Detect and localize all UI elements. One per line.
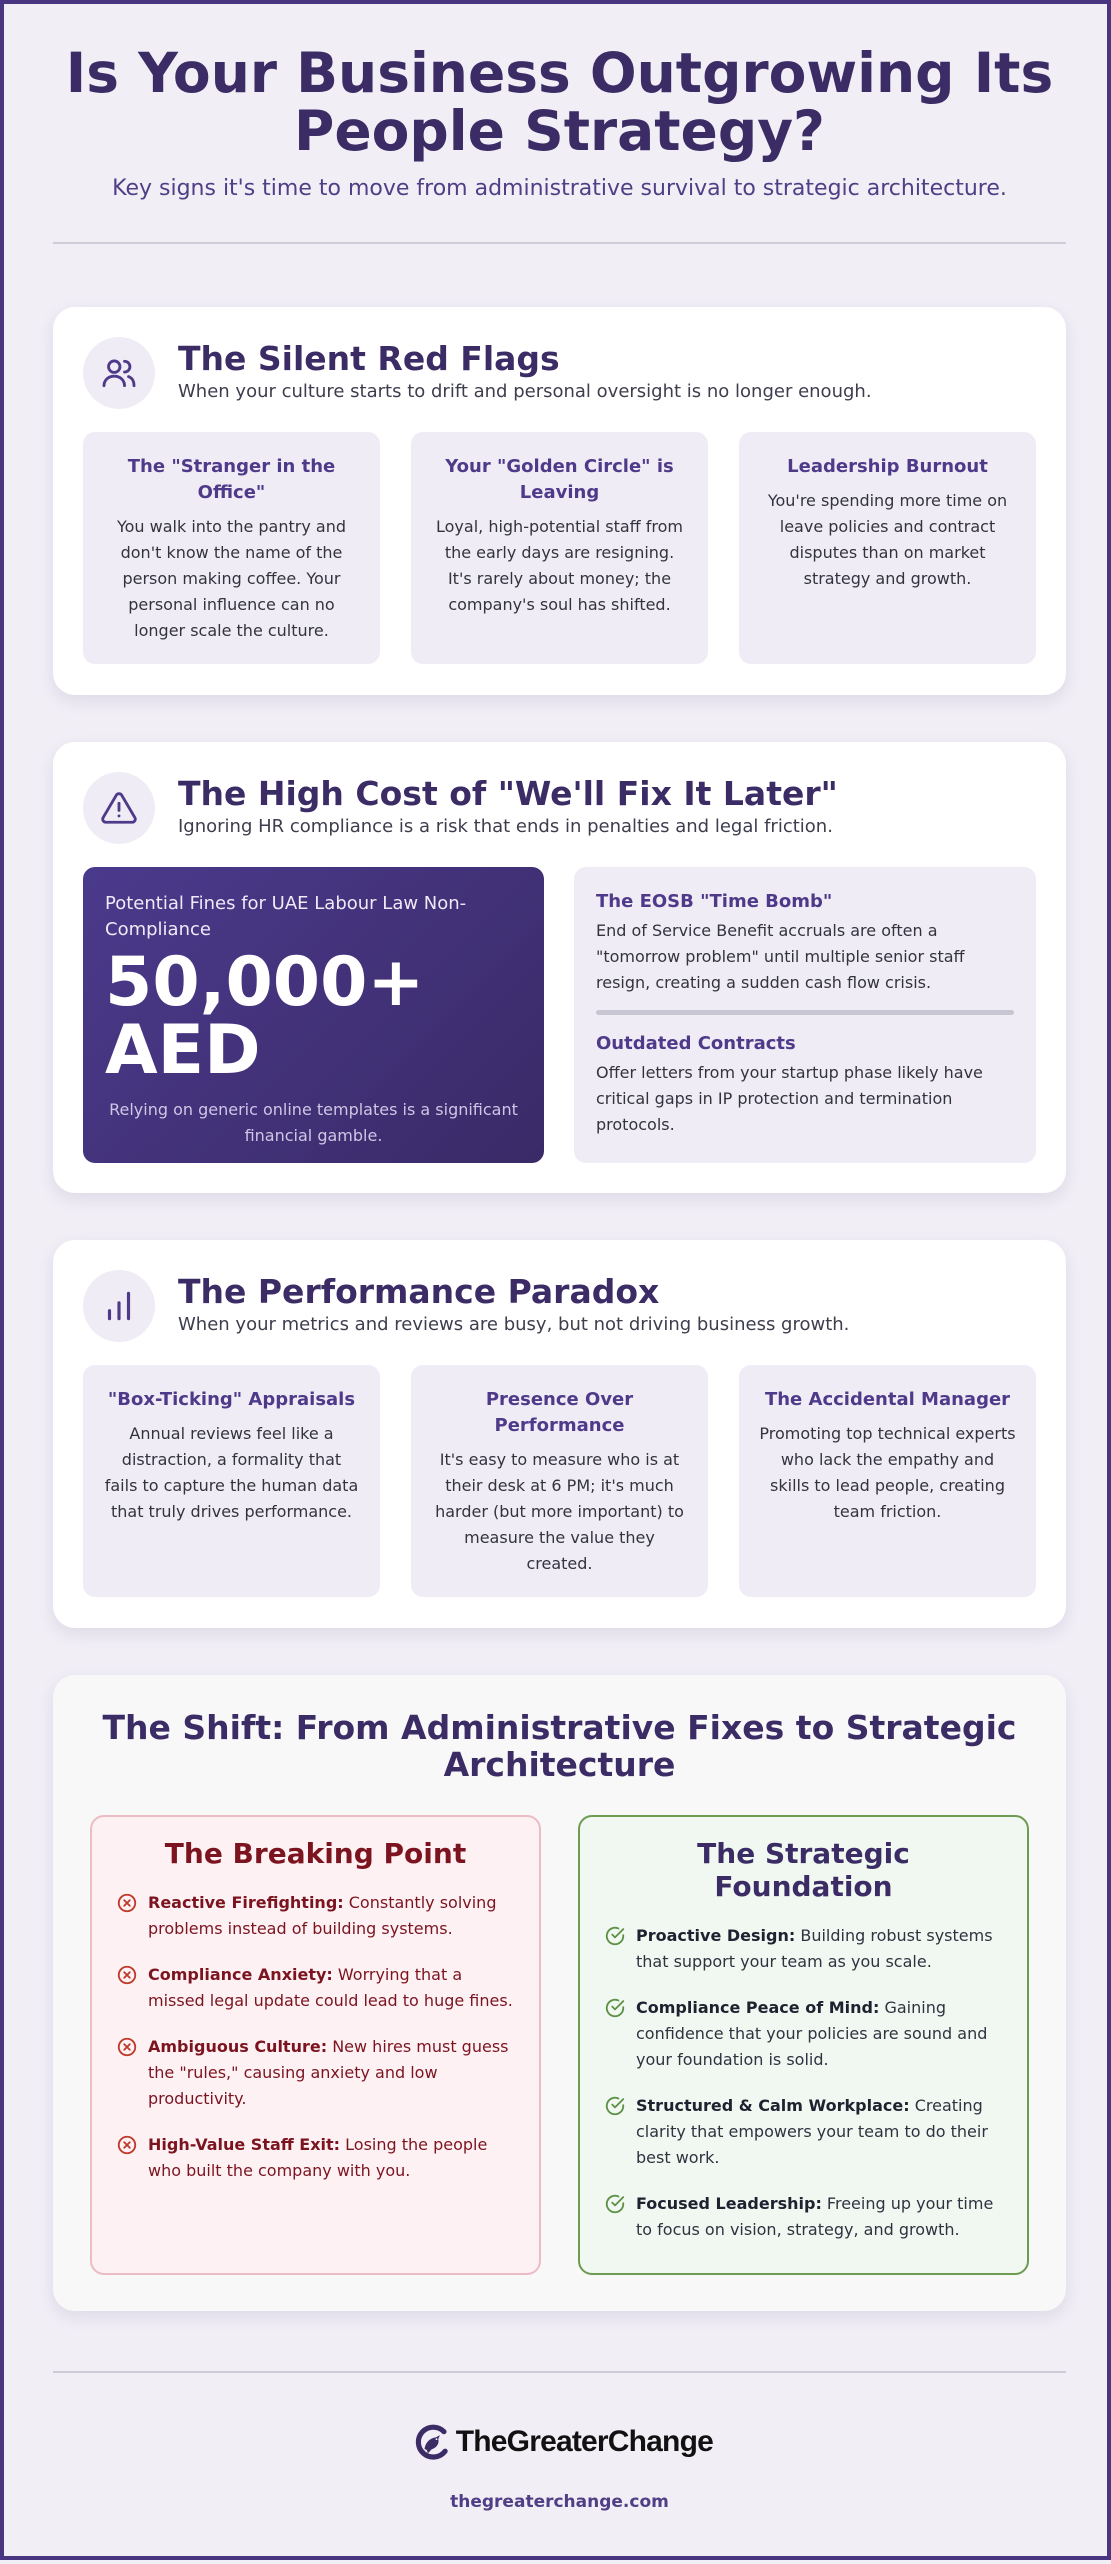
item-label: Compliance Peace of Mind:	[636, 1998, 880, 2017]
tile-text: You walk into the pantry and don't know the name of the person making coffee. Your personal influence can no longer scale the culture.	[116, 517, 347, 640]
cost-title: The High Cost of "We'll Fix It Later"	[178, 774, 838, 813]
check-circle-icon	[604, 2095, 626, 2117]
item-description: Constantly solving problems instead of building systems.	[148, 1893, 497, 1938]
header-divider	[53, 242, 1066, 244]
fine-note: Relying on generic online templates is a significant financial gamble.	[109, 1100, 518, 1145]
shift-card	[53, 1675, 1066, 2311]
strategic-foundation-title: The Strategic Foundation	[697, 1837, 910, 1903]
brand-logo[interactable]	[413, 2409, 713, 2475]
tile-text: Promoting top technical experts who lack the empathy and skills to lead people, creating team friction.	[759, 1424, 1016, 1521]
item-label: Focused Leadership:	[636, 2194, 822, 2213]
bird-logo-icon	[413, 2410, 450, 2474]
performance-subtitle: When your metrics and reviews are busy, but not driving business growth.	[178, 1314, 850, 1335]
fine-label: Potential Fines for UAE Labour Law Non-Compliance	[105, 893, 467, 940]
page-title-line-1: Is Your Business Outgrowing Its	[65, 41, 1054, 105]
x-circle-icon	[116, 2134, 138, 2156]
tile-title: The Accidental Manager	[764, 1389, 1011, 1410]
check-circle-icon	[604, 1925, 626, 1947]
website-link[interactable]: thegreaterchange.com	[450, 2492, 669, 2512]
x-circle-icon	[116, 2036, 138, 2058]
risk-title: The EOSB "Time Bomb"	[596, 891, 833, 912]
item-text	[636, 2191, 1003, 2243]
cost-card	[53, 742, 1066, 1193]
item-text	[148, 1890, 515, 1942]
item-text	[636, 1923, 1003, 1975]
footer-divider	[53, 2371, 1066, 2373]
item-label: High-Value Staff Exit:	[148, 2135, 341, 2154]
tile-text: It's easy to measure who is at their desk at 6 PM; it's much harder (but more important) to measure the value they created.	[435, 1450, 684, 1573]
shift-title-line-1: The Shift: From Administrative Fixes to Strategic	[102, 1708, 1017, 1747]
strategic-foundation-column	[578, 1815, 1029, 2275]
fine-amount-value: 50,000+	[105, 943, 425, 1022]
red-flag-tile	[83, 432, 380, 664]
tile-text: Annual reviews feel like a distraction, a formality that fails to capture the human data that truly drives performance.	[104, 1424, 359, 1521]
red-flag-tile	[411, 432, 708, 664]
tile-text: You're spending more time on leave policies and contract disputes than on market strategy and growth.	[767, 491, 1008, 588]
red-flags-subtitle: When your culture starts to drift and personal oversight is no longer enough.	[178, 381, 872, 402]
performance-tile	[411, 1365, 708, 1597]
breaking-point-column	[90, 1815, 541, 2275]
page-subtitle: Key signs it's time to move from administrative survival to strategic architecture.	[112, 176, 1007, 201]
red-flags-title: The Silent Red Flags	[178, 339, 560, 378]
item-text	[148, 2034, 515, 2112]
x-circle-icon	[116, 1892, 138, 1914]
risk-divider	[596, 1010, 1014, 1015]
page-title-line-2: People Strategy?	[294, 99, 825, 163]
tile-title: The "Stranger in the Office"	[127, 456, 336, 503]
breaking-point-item	[116, 1962, 515, 2014]
tile-title: Your "Golden Circle" is Leaving	[445, 456, 674, 503]
breaking-point-item	[116, 2034, 515, 2112]
item-text	[636, 2093, 1003, 2171]
risk-list-box	[574, 867, 1036, 1163]
warning-triangle-icon	[83, 772, 155, 844]
check-circle-icon	[604, 2193, 626, 2215]
strategic-foundation-item	[604, 1923, 1003, 1975]
shift-title	[53, 1709, 1066, 1783]
bar-chart-icon	[83, 1270, 155, 1342]
x-circle-icon	[116, 1964, 138, 1986]
item-label: Compliance Anxiety:	[148, 1965, 333, 1984]
item-description: Creating clarity that empowers your team to do their best work.	[636, 2096, 988, 2167]
risk-text: End of Service Benefit accruals are often a "tomorrow problem" until multiple senior staff resign, creating a sudden cash flow crisis.	[596, 921, 965, 992]
fine-amount	[105, 943, 522, 1090]
users-icon	[83, 337, 155, 409]
fine-highlight-box	[83, 867, 544, 1163]
performance-tile	[83, 1365, 380, 1597]
item-label: Reactive Firefighting:	[148, 1893, 344, 1912]
red-flags-card	[53, 307, 1066, 695]
risk-text: Offer letters from your startup phase likely have critical gaps in IP protection and termination protocols.	[596, 1063, 983, 1134]
item-description: Worrying that a missed legal update could lead to huge fines.	[148, 1965, 513, 2010]
tile-text: Loyal, high-potential staff from the early days are resigning. It's rarely about money; the company's soul has shifted.	[436, 517, 683, 614]
item-text	[148, 2132, 515, 2184]
brand-name: TheGreaterChange	[455, 2425, 713, 2458]
item-text	[148, 1962, 515, 2014]
item-description: Gaining confidence that your policies are sound and your foundation is solid.	[636, 1998, 988, 2069]
infographic	[53, 4, 1066, 2564]
fine-amount-currency: AED	[105, 1011, 261, 1090]
item-description: New hires must guess the "rules," causing anxiety and low productivity.	[148, 2037, 509, 2108]
performance-title: The Performance Paradox	[178, 1272, 660, 1311]
item-label: Ambiguous Culture:	[148, 2037, 328, 2056]
red-flag-tile	[739, 432, 1036, 664]
item-label: Proactive Design:	[636, 1926, 796, 1945]
item-description: Freeing up your time to focus on vision, strategy, and growth.	[636, 2194, 994, 2239]
risk-title: Outdated Contracts	[596, 1033, 796, 1054]
shift-title-line-2: Architecture	[443, 1745, 676, 1784]
performance-card	[53, 1240, 1066, 1628]
strategic-foundation-item	[604, 2093, 1003, 2171]
breaking-point-item	[116, 1890, 515, 1942]
item-text	[636, 1995, 1003, 2073]
item-label: Structured & Calm Workplace:	[636, 2096, 910, 2115]
cost-subtitle: Ignoring HR compliance is a risk that ends in penalties and legal friction.	[178, 816, 833, 837]
breaking-point-item	[116, 2132, 515, 2184]
breaking-point-title: The Breaking Point	[164, 1837, 467, 1870]
performance-tile	[739, 1365, 1036, 1597]
item-description: Building robust systems that support your team as you scale.	[636, 1926, 993, 1971]
item-description: Losing the people who built the company with you.	[148, 2135, 488, 2180]
strategic-foundation-item	[604, 1995, 1003, 2073]
page-title	[53, 41, 1066, 163]
check-circle-icon	[604, 1997, 626, 2019]
tile-title: "Box-Ticking" Appraisals	[107, 1389, 356, 1410]
tile-title: Presence Over Performance	[485, 1389, 634, 1436]
strategic-foundation-item	[604, 2191, 1003, 2243]
tile-title: Leadership Burnout	[787, 456, 988, 477]
